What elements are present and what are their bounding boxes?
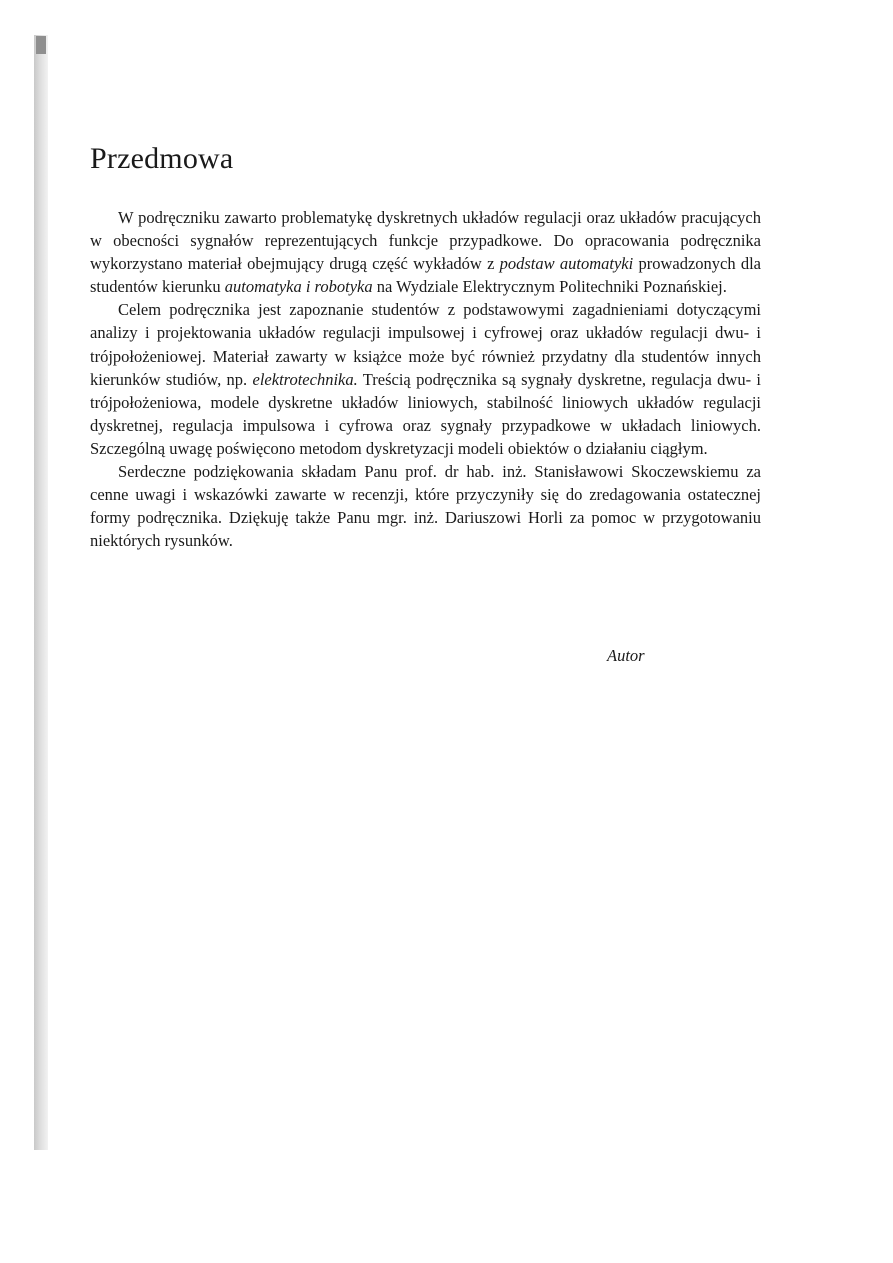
text-run: W podręczniku zawarto problematykę dyskretnych układów regulacji oraz układów pracujących w obecności sygnałów reprezentujących funkcje przypadkowe. Do opracowania podręcznika wykorzystano materiał obejmujący drugą część wykładów z <box>90 208 761 274</box>
paragraph-3 <box>90 460 761 552</box>
emphasized-text: podstaw automatyki <box>499 254 634 274</box>
text-run: Celem podręcznika jest zapoznanie studentów z podstawowymi zagadnieniami dotyczącymi analizy i projektowania układów regulacji impulsowej i cyfrowej oraz układów regulacji dwu- i trójpołożeniowej. Materiał zawarty w książce może być również przydatny dla studentów innych kierunków studiów, np. <box>90 300 761 389</box>
signature: Autor <box>607 646 645 665</box>
paragraph-2 <box>90 298 761 460</box>
text-run: prowadzonych dla studentów kierunku <box>90 254 761 297</box>
page-title: Przedmowa <box>90 142 234 175</box>
scan-binding-edge <box>34 35 48 1150</box>
emphasized-text: elektrotechnika. <box>252 369 358 389</box>
preface-body <box>90 206 761 552</box>
scan-binding-mark <box>36 36 46 54</box>
text-run: Treścią podręcznika są sygnały dyskretne, regulacja dwu- i trójpołożeniowa, modele dyskretne układów liniowych, stabilność liniowych układów regulacji dyskretnej, regulacja impulsowa i cyfrowa oraz sygnały przypadkowe w układach liniowych. Szczególną uwagę poświęcono metodom dyskretyzacji modeli obiektów o działaniu ciągłym. <box>90 369 761 458</box>
text-run: Serdeczne podziękowania składam Panu prof. dr hab. inż. Stanisławowi Skoczewskiemu za cenne uwagi i wskazówki zawarte w recenzji, które przyczyniły się do zredagowania ostatecznej formy podręcznika. Dziękuję także Panu mgr. inż. Dariuszowi Horli za pomoc w przygotowaniu niektórych rysunków. <box>90 462 761 551</box>
text-run: na Wydziale Elektrycznym Politechniki Poznańskiej. <box>372 277 727 297</box>
paragraph-1 <box>90 206 761 298</box>
emphasized-text: automatyka i robotyka <box>224 277 373 297</box>
